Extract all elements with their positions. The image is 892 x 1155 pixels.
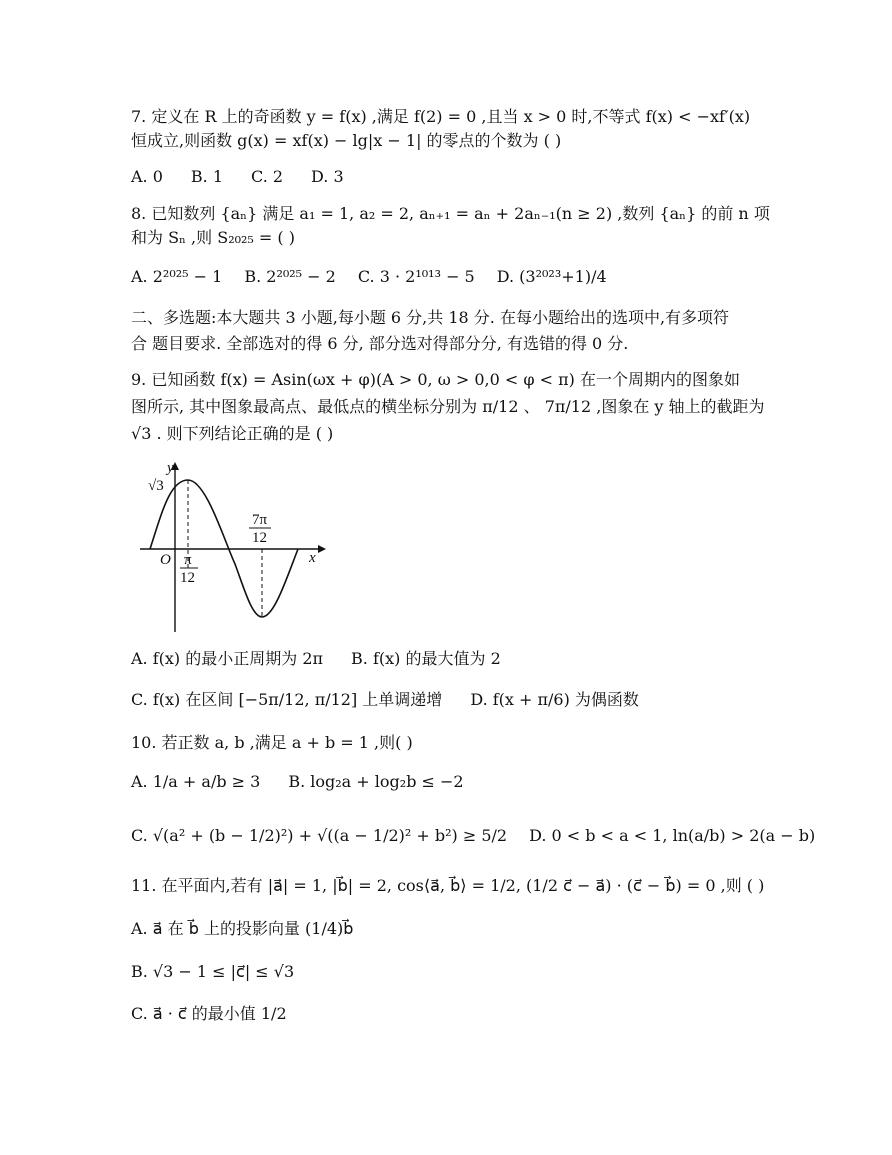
q7-line2: 恒成立,则函数 g(x) = xf(x) − lg|x − 1| 的零点的个数为 ( ): [131, 131, 562, 150]
q7-option-d: D. 3: [311, 167, 344, 186]
q9-options-row2: [131, 689, 667, 711]
q7-option-a: A. 0: [131, 167, 163, 186]
q8-line2: 和为 Sₙ ,则 S₂₀₂₅ = ( ): [131, 228, 295, 247]
q10-option-d: D. 0 < b < a < 1, ln(a/b) > 2(a − b): [529, 826, 816, 845]
q8-option-b: B. 2²⁰²⁵ − 2: [244, 267, 336, 286]
q10-options-row2: [131, 825, 837, 847]
max-x-num: π: [184, 552, 192, 568]
section2-line1: 二、多选题:本大题共 3 小题,每小题 6 分,共 18 分. 在每小题给出的选项中,有多项符: [131, 308, 730, 327]
q9-line3: √3 . 则下列结论正确的是 ( ): [131, 424, 334, 443]
q10-line1: 10. 若正数 a, b ,满足 a + b = 1 ,则( ): [131, 733, 413, 752]
x-axis-label: x: [309, 550, 316, 566]
q10-options-row1: [131, 771, 492, 793]
q9-option-d: D. f(x + π/6) 为偶函数: [470, 690, 639, 709]
q9-option-a: A. f(x) 的最小正周期为 2π: [131, 649, 324, 668]
section2-line2: 合 题目要求. 全部选对的得 6 分, 部分选对得部分分, 有选错的得 0 分.: [131, 334, 629, 353]
q8-options: [131, 266, 629, 288]
q10-option-b: B. log₂a + log₂b ≤ −2: [288, 772, 464, 791]
q11-option-b: B. √3 − 1 ≤ |c⃗| ≤ √3: [131, 962, 295, 981]
q8-option-d: D. (3²⁰²³+1)/4: [496, 267, 607, 286]
origin-label: O: [160, 552, 171, 568]
q10-option-c: C. √(a² + (b − 1/2)²) + √((a − 1/2)² + b²) ≥ 5/2: [131, 826, 508, 845]
min-x-den: 12: [252, 530, 267, 546]
q11-option-a: A. a⃗ 在 b⃗ 上的投影向量 (1/4)b⃗: [131, 919, 354, 938]
q9-option-c: C. f(x) 在区间 [−5π/12, π/12] 上单调递增: [131, 690, 443, 709]
q9-option-b: B. f(x) 的最大值为 2: [351, 649, 501, 668]
max-value-label: √3: [148, 478, 164, 494]
q8-option-a: A. 2²⁰²⁵ − 1: [131, 267, 223, 286]
q7-line1: 7. 定义在 R 上的奇函数 y = f(x) ,满足 f(2) = 0 ,且当 x > 0 时,不等式 f(x) < −xf′(x): [131, 107, 751, 126]
q10-option-a: A. 1/a + a/b ≥ 3: [131, 772, 261, 791]
q11-option-c: C. a⃗ · c⃗ 的最小值 1/2: [131, 1004, 287, 1023]
q9-options-row1: [131, 648, 529, 670]
q8-line1: 8. 已知数列 {aₙ} 满足 a₁ = 1, a₂ = 2, aₙ₊₁ = aₙ + 2aₙ₋₁(n ≥ 2) ,数列 {aₙ} 的前 n 项: [131, 204, 770, 223]
q8-option-c: C. 3 · 2¹⁰¹³ − 5: [357, 267, 475, 286]
x-axis-arrow: [318, 545, 326, 553]
max-x-den: 12: [180, 570, 195, 586]
min-x-num: 7π: [252, 512, 268, 528]
q7-options: [131, 166, 372, 188]
q9-line1: 9. 已知函数 f(x) = Asin(ωx + φ)(A > 0, ω > 0,0 < φ < π) 在一个周期内的图象如: [131, 370, 740, 389]
q7-option-c: C. 2: [251, 167, 284, 186]
sine-graph: [140, 460, 330, 635]
y-axis-label: y: [167, 460, 174, 476]
q9-line2: 图所示, 其中图象最高点、最低点的横坐标分别为 π/12 、 7π/12 ,图象在 y 轴上的截距为: [131, 397, 765, 416]
q7-option-b: B. 1: [190, 167, 224, 186]
q11-line1: 11. 在平面内,若有 |a⃗| = 1, |b⃗| = 2, cos⟨a⃗, b⃗⟩ = 1/2, (1/2 c⃗ − a⃗) · (c⃗ − b⃗) = 0 ,则 ( ): [131, 876, 765, 895]
